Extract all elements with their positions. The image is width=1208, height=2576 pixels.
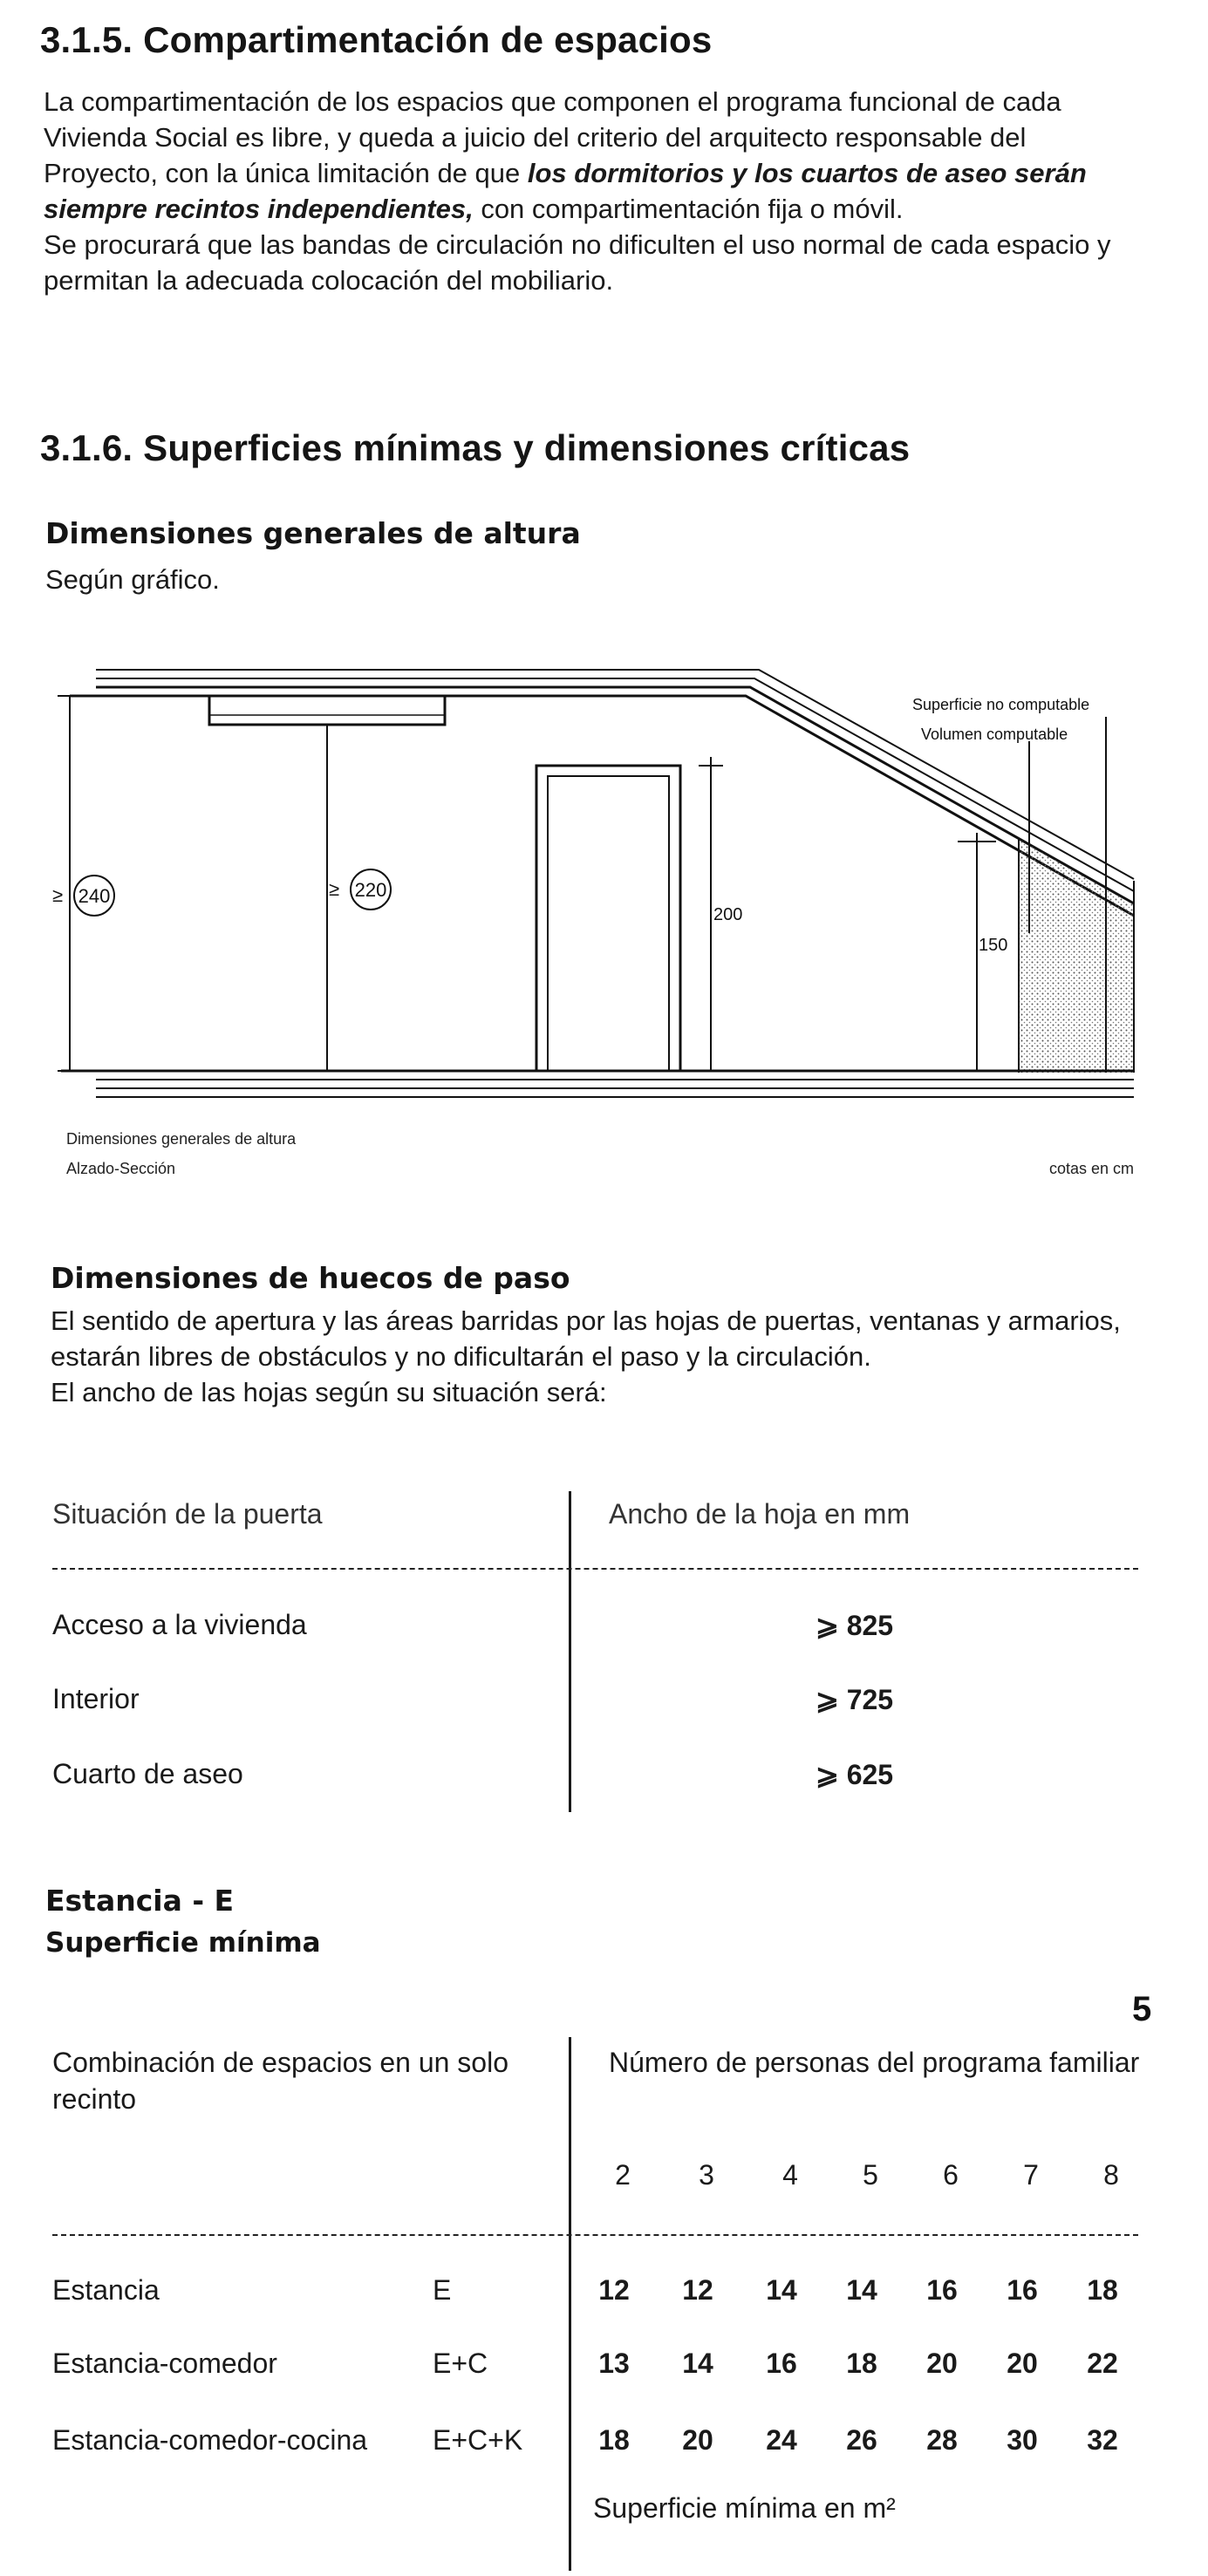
area-value: 14 [682, 2348, 713, 2379]
door-col2-header: Ancho de la hoja en mm [609, 1498, 911, 1530]
height-section-diagram [0, 637, 1208, 1212]
area-row-code: E+C [433, 2348, 488, 2379]
persons-header: 3 [699, 2159, 714, 2191]
diagram-caption-2: Alzado-Sección [66, 1160, 176, 1177]
heights-heading: Dimensiones generales de altura [45, 516, 581, 550]
door-row-ancho: ⩾ 625 [816, 1759, 894, 1790]
area-value: 13 [598, 2348, 630, 2379]
diagram-units: cotas en cm [1048, 1160, 1134, 1177]
area-value: 26 [846, 2424, 877, 2456]
area-value: 24 [766, 2424, 797, 2456]
persons-header: 5 [863, 2159, 878, 2191]
paragraph-1 [44, 84, 1143, 227]
door-row-ancho: ⩾ 725 [816, 1684, 894, 1715]
door-row-ancho: ⩾ 825 [816, 1610, 894, 1641]
estancia-subheading: Superficie mínima [45, 1927, 321, 1959]
dim-220-geq: ≥ [329, 878, 340, 900]
area-value: 30 [1007, 2424, 1038, 2456]
paragraph-2: Se procurará que las bandas de circulación no dificulten el uso normal de cada espacio y permitan la adecuada colocación del mobiliario. [44, 229, 1111, 296]
table-divider [569, 2037, 571, 2571]
area-row-name: Estancia [52, 2274, 160, 2306]
area-value: 18 [1087, 2274, 1118, 2306]
area-value: 16 [1007, 2274, 1038, 2306]
area-value: 18 [846, 2348, 877, 2379]
section-315-body [44, 84, 1143, 298]
door-row-situacion: Acceso a la vivienda [52, 1609, 307, 1640]
persons-header: 8 [1103, 2159, 1119, 2191]
door-row-situacion: Interior [52, 1683, 140, 1714]
area-value: 14 [766, 2274, 797, 2306]
area-value: 12 [598, 2274, 630, 2306]
persons-header: 6 [943, 2159, 959, 2191]
paragraph-1-end: con compartimentación fija o móvil. [473, 194, 904, 224]
area-row-code: E+C+K [433, 2424, 523, 2456]
label-volumen-computable: Volumen computable [921, 726, 1068, 743]
page-number: 5 [1132, 1990, 1152, 2028]
area-value: 14 [846, 2274, 877, 2306]
table-divider [569, 1491, 571, 1812]
area-value: 20 [1007, 2348, 1038, 2379]
area-value: 16 [926, 2274, 958, 2306]
ceiling-beam [209, 696, 445, 725]
area-value: 22 [1087, 2348, 1118, 2379]
dim-240-label: 240 [78, 885, 111, 907]
huecos-text-1: El sentido de apertura y las áreas barridas por las hojas de puertas, ventanas y armarios, estarán libres de obstáculos y no dificultarán el paso y la circulación. [51, 1305, 1121, 1372]
door-row-situacion: Cuarto de aseo [52, 1758, 243, 1789]
area-table-footer: Superficie mínima en m² [593, 2492, 896, 2524]
dim-150-label: 150 [979, 936, 1008, 955]
non-computable-area [1019, 839, 1134, 1073]
diagram-caption-1: Dimensiones generales de altura [66, 1130, 297, 1148]
huecos-heading: Dimensiones de huecos de paso [51, 1261, 570, 1295]
persons-header: 7 [1023, 2159, 1039, 2191]
area-value: 28 [926, 2424, 958, 2456]
dim-200-label: 200 [713, 905, 743, 924]
heights-text: Según gráfico. [45, 564, 220, 595]
huecos-text-2: El ancho de las hojas según su situación será: [51, 1377, 607, 1407]
area-col2-header: Número de personas del programa familiar [609, 2047, 1140, 2078]
table-rule [52, 1568, 1138, 1570]
door-col1-header: Situación de la puerta [52, 1498, 323, 1530]
estancia-heading: Estancia - E [45, 1884, 235, 1918]
door-opening [536, 766, 680, 1071]
floor-lines [61, 1071, 1134, 1097]
area-row-name: Estancia-comedor [52, 2348, 277, 2379]
dim-240-geq: ≥ [52, 884, 64, 906]
section-title-316: 3.1.6. Superficies mínimas y dimensiones críticas [40, 427, 911, 468]
dim-220-label: 220 [354, 879, 387, 901]
area-row-name: Estancia-comedor-cocina [52, 2424, 368, 2456]
area-value: 12 [682, 2274, 713, 2306]
area-value: 20 [926, 2348, 958, 2379]
area-col1-header: Combinación de espacios en un solo recinto [52, 2047, 508, 2115]
paragraph-1-emphasis: los dormitorios y los cuartos de aseo serán siempre recintos independientes, [44, 158, 1087, 224]
section-title-315: 3.1.5. Compartimentación de espacios [40, 19, 713, 60]
persons-header: 2 [615, 2159, 631, 2191]
label-no-computable: Superficie no computable [912, 696, 1090, 713]
area-value: 18 [598, 2424, 630, 2456]
huecos-body [51, 1303, 1141, 1410]
table-rule [52, 2234, 1138, 2236]
area-row-code: E [433, 2274, 452, 2306]
paragraph-1-text: La compartimentación de los espacios que componen el programa funcional de cada Vivienda Social es libre, y queda a juicio del criterio del arquitecto responsable del Proyecto, con la única limitación de que [44, 86, 1061, 188]
area-value: 20 [682, 2424, 713, 2456]
area-value: 16 [766, 2348, 797, 2379]
area-value: 32 [1087, 2424, 1118, 2456]
persons-header: 4 [782, 2159, 798, 2191]
